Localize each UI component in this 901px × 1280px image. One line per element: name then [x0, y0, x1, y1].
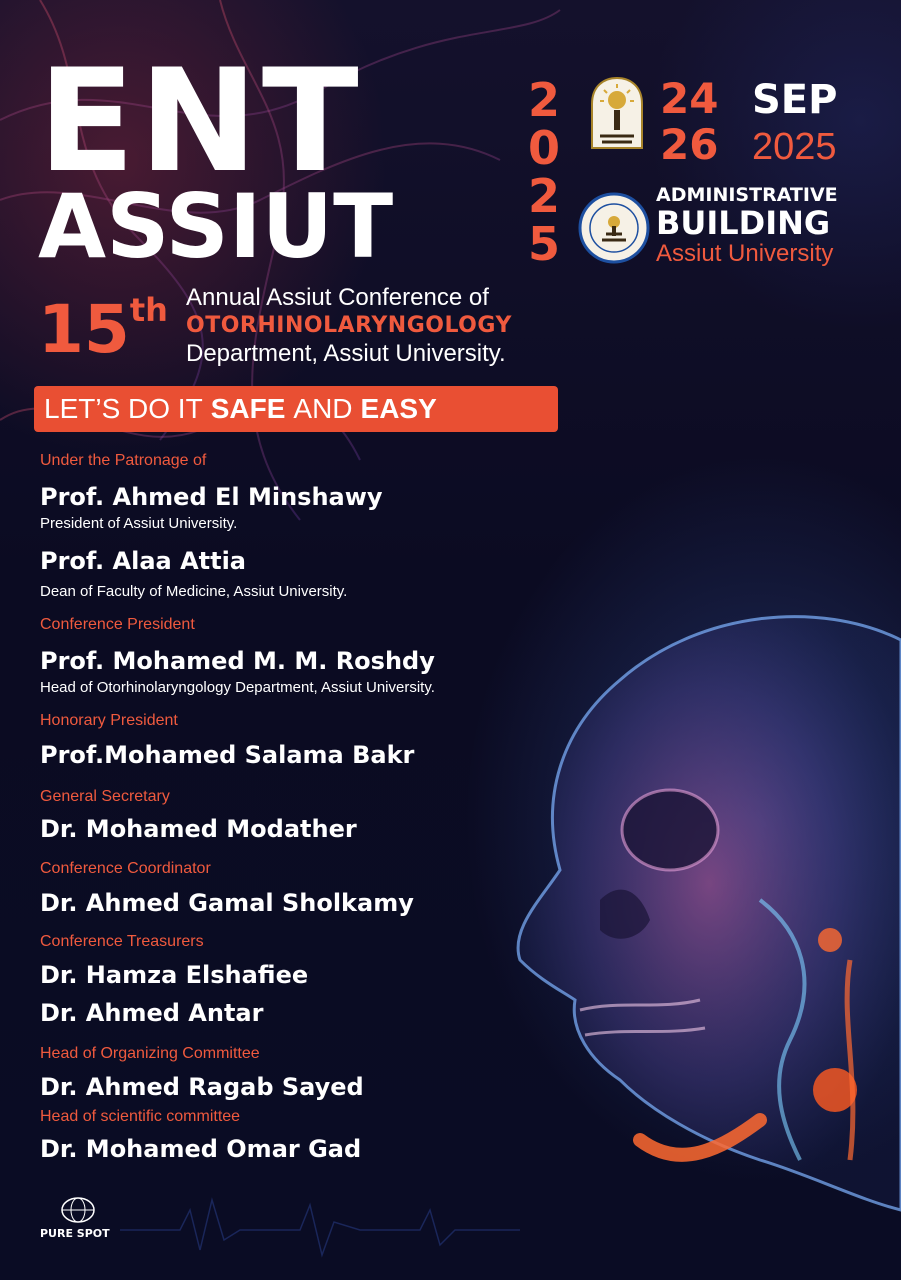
conference-description: [186, 284, 586, 368]
edition: [38, 290, 168, 370]
venue-line3: Assiut University: [656, 240, 834, 267]
skull-illustration: [518, 617, 901, 1210]
slogan-banner: [34, 386, 558, 432]
venue: [656, 184, 876, 268]
slogan-part4: EASY: [360, 393, 437, 424]
role-organizing: Head of Organizing Committee: [40, 1045, 260, 1062]
conference-line1: Annual Assiut Conference of: [186, 284, 489, 311]
patron2-name: Prof. Alaa Attia: [40, 547, 247, 575]
year-digit: 2: [527, 73, 560, 127]
role-secretary: General Secretary: [40, 788, 170, 805]
pulse-line: [120, 1200, 520, 1255]
slogan-part3: AND: [293, 393, 353, 424]
date-row-start: [660, 76, 837, 122]
month: SEP: [752, 77, 838, 123]
university-logo-icon: [586, 74, 648, 150]
year-vertical: [524, 73, 564, 271]
role-patronage: Under the Patronage of: [40, 452, 207, 469]
role-honorary: Honorary President: [40, 712, 178, 729]
role-treasurers: Conference Treasurers: [40, 933, 204, 950]
patron2-title: Dean of Faculty of Medicine, Assiut University.: [40, 583, 348, 600]
date-block: [660, 76, 837, 168]
year: 2025: [752, 126, 837, 168]
honorary-name: Prof.Mohamed Salama Bakr: [40, 741, 415, 769]
coordinator-name: Dr. Ahmed Gamal Sholkamy: [40, 889, 414, 917]
slogan-part2: SAFE: [210, 393, 286, 424]
title-ent: ENT: [38, 39, 363, 204]
end-day: 26: [660, 120, 719, 169]
venue-line2: BUILDING: [656, 204, 831, 242]
treasurer1-name: Dr. Hamza Elshafiee: [40, 961, 309, 989]
conference-line3: Department, Assiut University.: [186, 340, 506, 367]
treasurer2-name: Dr. Ahmed Antar: [40, 999, 264, 1027]
patron1-name: Prof. Ahmed El Minshawy: [40, 483, 383, 511]
start-day: 24: [660, 74, 719, 123]
secretary-name: Dr. Mohamed Modather: [40, 815, 357, 843]
patron1-title: President of Assiut University.: [40, 515, 238, 532]
year-digit: 2: [527, 169, 560, 223]
brand-name: PURE SPOT: [40, 1227, 110, 1240]
date-row-end: [660, 122, 837, 168]
edition-suffix: th: [129, 291, 168, 329]
role-coordinator: Conference Coordinator: [40, 860, 211, 877]
ent-department-logo-icon: [578, 192, 650, 264]
title-assiut: ASSIUT: [38, 175, 394, 278]
president-name: Prof. Mohamed M. M. Roshdy: [40, 647, 435, 675]
organizing-name: Dr. Ahmed Ragab Sayed: [40, 1073, 364, 1101]
conference-line2: OTORHINOLARYNGOLOGY: [186, 313, 512, 338]
venue-line1: ADMINISTRATIVE: [656, 184, 838, 206]
role-scientific: Head of scientific committee: [40, 1108, 241, 1125]
year-digit: 5: [527, 217, 560, 271]
scientific-name: Dr. Mohamed Omar Gad: [40, 1135, 362, 1163]
edition-number: 15: [38, 291, 130, 368]
president-title: Head of Otorhinolaryngology Department, Assiut University.: [40, 679, 435, 696]
slogan-part1: LET’S DO IT: [44, 393, 203, 424]
role-president: Conference President: [40, 616, 195, 633]
year-digit: 0: [527, 121, 560, 175]
